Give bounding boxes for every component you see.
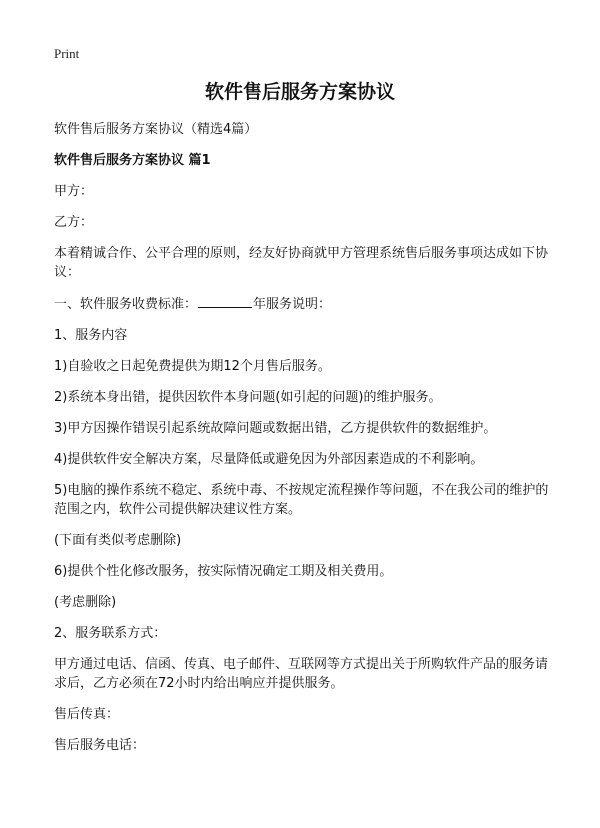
contact-heading: 2、服务联系方式： (54, 626, 167, 641)
fax-line: 售后传真： (54, 707, 120, 722)
fee-suffix: 年服务说明： (253, 297, 332, 312)
service-content-heading: 1、服务内容 (54, 328, 128, 343)
service-item-3: 3)甲方因操作错误引起系统故障问题或数据出错，乙方提供软件的数据维护。 (54, 421, 497, 436)
phone-line: 售后服务电话： (54, 738, 146, 753)
service-item-6: 6)提供个性化修改服务，按实际情况确定工期及相关费用。 (54, 564, 393, 579)
print-label: Print (54, 46, 80, 61)
contact-paragraph: 甲方通过电话、信函、传真、电子邮件、互联网等方式提出关于所购软件产品的服务请求后，乙方必须在72小时内给出响应并提供服务。 (54, 657, 549, 691)
subtitle: 软件售后服务方案协议（精选4篇） (54, 122, 258, 137)
section-heading: 软件售后服务方案协议 篇1 (54, 153, 211, 168)
note-consider-delete: (考虑删除) (54, 595, 117, 610)
service-item-2: 2)系统本身出错，提供因软件本身问题(如引起的问题)的维护服务。 (54, 390, 442, 405)
service-item-4: 4)提供软件安全解决方案，尽量降低或避免因为外部因素造成的不利影响。 (54, 452, 484, 467)
document-body (54, 120, 552, 767)
document-title: 软件售后服务方案协议 (204, 81, 395, 103)
party-b-line: 乙方： (54, 215, 94, 230)
service-item-1: 1)自验收之日起免费提供为期12个月售后服务。 (54, 359, 331, 374)
intro-paragraph: 本着精诚合作、公平合理的原则，经友好协商就甲方管理系统售后服务事项达成如下协议： (54, 246, 549, 280)
party-a-line: 甲方： (54, 184, 94, 199)
note-similar-delete: (下面有类似考虑删除) (54, 533, 182, 548)
fee-prefix: 一、软件服务收费标准： (54, 297, 198, 312)
fee-line (54, 294, 552, 314)
service-item-5: 5)电脑的操作系统不稳定、系统中毒、不按规定流程操作等问题，不在我公司的维护的范围之内，软件公司提供解决建议性方案。 (54, 483, 549, 517)
fee-blank-underline (198, 294, 252, 308)
